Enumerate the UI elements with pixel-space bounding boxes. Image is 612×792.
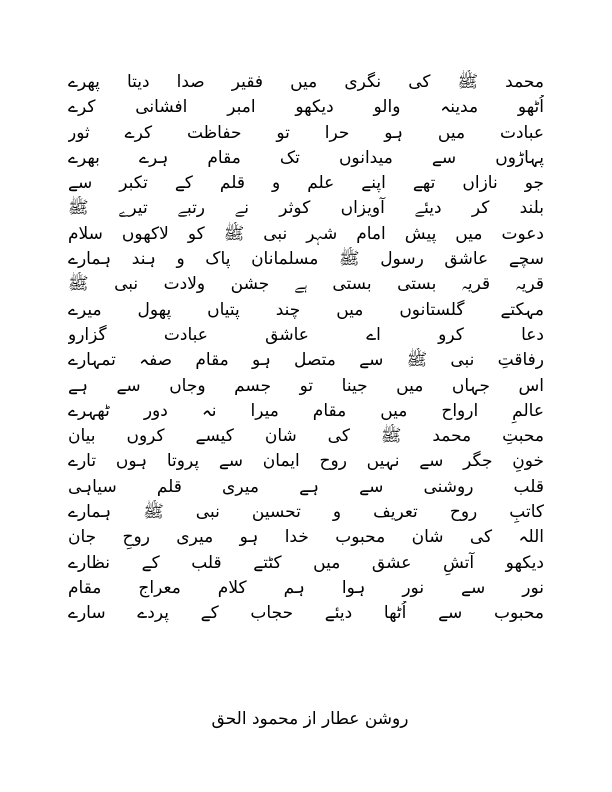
- poem-line-12: رفاقتِ نبی ﷺ سے متصل ہو مقام صفہ تمہارے: [68, 350, 544, 371]
- poem-line-14: عالمِ ارواح میں مقام میرا نہ دور ٹھہرے: [68, 400, 544, 421]
- poem-line-10: مہکتے گلستانوں میں چند پتیاں پھول میرے: [68, 299, 544, 320]
- poem-line-2: اُٹھو مدینہ والو دیکھو امبر افشانی کرے: [68, 97, 544, 118]
- poem-line-13: اس جہاں میں جینا تو جسم وجاں سے ہے: [68, 375, 544, 396]
- poem-line-7: دعوت میں پیش امام شہر نبی ﷺ کو لاکھوں سلام: [68, 223, 544, 244]
- poem-line-21: نور سے نور ہوا ہم کلام معراج مقام: [68, 577, 544, 598]
- poem-line-3: عبادت میں ہو حرا تو حفاظت کرے ثور: [68, 122, 544, 143]
- poem-line-19: اللہ کی شان محبوب خدا ہو میری روحِ جان: [68, 527, 544, 548]
- poem-line-22: محبوب سے اُٹھا دیئے حجاب کے پردے سارے: [68, 603, 544, 624]
- author-signature: روشن عطار از محمود الحق: [211, 709, 409, 729]
- poem-line-1: محمد ﷺ کی نگری میں فقیر صدا دیتا پھرے: [68, 72, 544, 92]
- poem-line-18: کاتبِ روح تعریف و تحسین نبی ﷺ ہمارے: [68, 502, 544, 523]
- poem: [68, 70, 544, 627]
- poem-line-20: دیکھو آتشِ عشق میں کٹتے قلب کے نظارے: [68, 552, 544, 573]
- poem-line-4: پہاڑوں سے میدانوں تک مقام ہرے بھرے: [68, 147, 544, 168]
- poem-line-11: دعا کرو اے عاشق عبادت گزارو: [68, 324, 544, 345]
- poem-line-8: سچے عاشق رسول ﷺ مسلمانان پاک و ہند ہمارے: [68, 249, 544, 270]
- poem-line-16: خونِ جگر سے نہیں روح ایمان سے پروتا ہوں تارے: [68, 451, 544, 472]
- poem-line-9: قریہ قریہ بستی بستی ہے جشن ولادت نبی ﷺ: [68, 274, 544, 295]
- poem-line-17: قلب روشنی سے ہے میری قلم سیاہی: [68, 476, 544, 497]
- poem-line-15: محبتِ محمد ﷺ کی شان کیسے کروں بیان: [68, 426, 544, 447]
- poem-line-6: بلند کر دیئے آویزاں کوثر نے رتبے تیرے ﷺ: [68, 198, 544, 219]
- poem-line-5: جو نازاں تھے اپنے علم و قلم کے تکبر سے: [68, 173, 544, 194]
